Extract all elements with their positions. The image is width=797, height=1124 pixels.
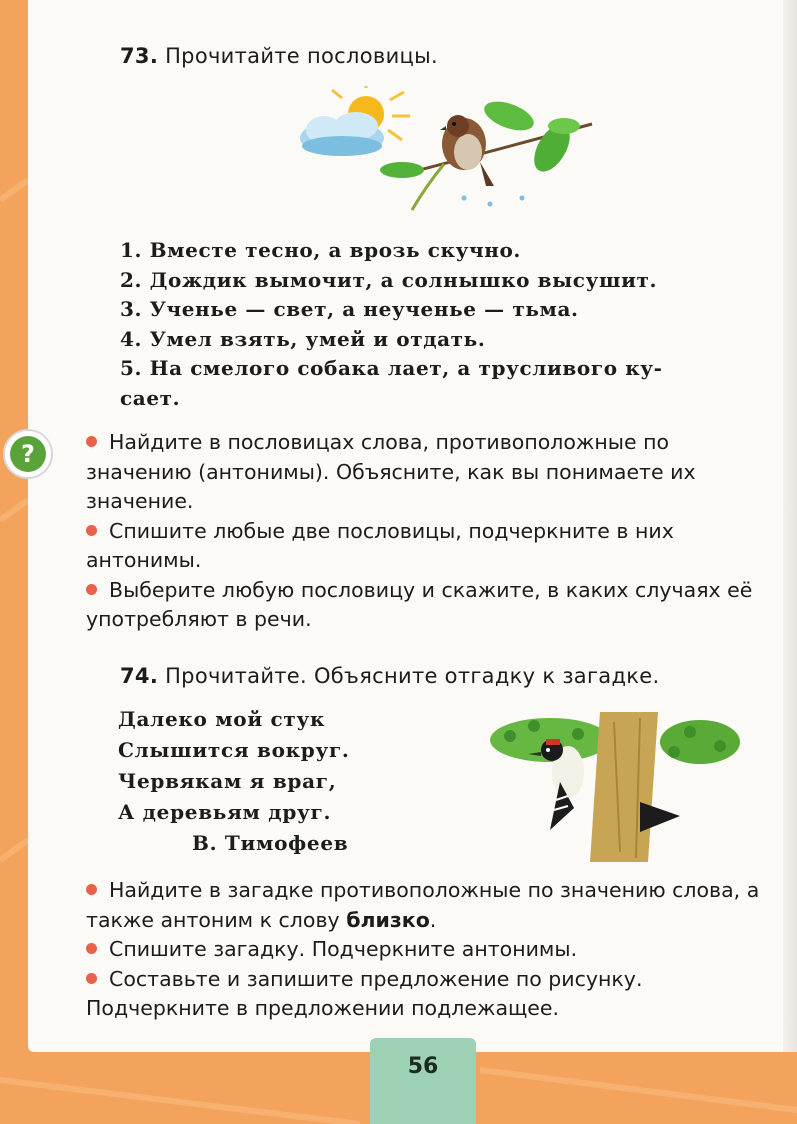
sun-cloud-bird-illustration [294, 86, 604, 216]
task-73-3 [86, 576, 770, 635]
task-74-1 [86, 876, 770, 935]
exercise-73-heading [120, 44, 438, 68]
riddle-line-3: Червякам я враг, [118, 769, 337, 793]
exercise-74-instruction: Прочитайте. Объясните отгадку к загадке. [165, 664, 660, 688]
exercise-74-tasks [86, 876, 770, 1024]
bullet-icon [86, 884, 97, 895]
task-73-1-text: Найдите в пословицах слова, противоположные по значению (антонимы). Объясните, как вы понимаете их значение. [86, 430, 696, 513]
riddle-line-1: Далеко мой стук [118, 707, 326, 731]
riddle-line-4: А деревьям друг. [118, 800, 332, 824]
sparrow-icon [440, 115, 494, 186]
proverb-5-continued: сает. [120, 385, 181, 410]
task-73-2 [86, 517, 770, 576]
proverb-1: 1. Вместе тесно, а врозь скучно. [120, 238, 521, 262]
task-74-1-end: . [429, 907, 437, 932]
bullet-icon [86, 973, 97, 984]
proverb-3: 3. Ученье — свет, а неученье — тьма. [120, 297, 579, 321]
svg-text:?: ? [21, 440, 35, 468]
bullet-icon [86, 584, 97, 595]
branch-with-leaves [380, 96, 592, 210]
proverb-5: 5. На смелого собака лает, а трусливого ку- [120, 356, 663, 380]
page-number-tab [370, 1038, 476, 1124]
bullet-icon [86, 525, 97, 536]
exercise-73-number: 73. [120, 44, 159, 68]
rain-drops [462, 196, 525, 207]
riddle-author: В. Тимофеев [192, 831, 349, 855]
riddle-poem [118, 704, 378, 859]
task-74-1-bold-word: близко [346, 907, 430, 932]
page-edge [783, 0, 797, 1052]
proverb-2: 2. Дождик вымочит, а солнышко высушит. [120, 267, 658, 292]
tree-trunk [590, 712, 658, 862]
cloud-icon [300, 112, 384, 156]
bullet-icon [86, 436, 97, 447]
task-74-3 [86, 965, 770, 1024]
task-74-3-text: Составьте и запишите предложение по рисунку. Подчеркните в предложении подлежащее. [86, 966, 643, 1020]
question-mark-icon [2, 428, 54, 480]
page-number: 56 [407, 1054, 439, 1079]
task-74-2 [86, 935, 770, 965]
proverb-4: 4. Умел взять, умей и отдать. [120, 326, 486, 351]
task-73-1 [86, 428, 770, 517]
task-73-3-text: Выберите любую пословицу и скажите, в каких случаях её употребляют в речи. [86, 577, 753, 631]
task-73-2-text: Спишите любые две пословицы, подчеркните в них антонимы. [86, 518, 674, 572]
woodpecker-illustration [490, 712, 740, 862]
exercise-74-heading [120, 664, 659, 688]
riddle-line-2: Слышится вокруг. [118, 738, 350, 762]
exercise-73-tasks [86, 428, 770, 635]
exercise-73-instruction: Прочитайте пословицы. [165, 44, 438, 68]
task-74-1-text: Найдите в загадке противоположные по значению слова, а также антоним к слову [86, 878, 760, 932]
task-74-2-text: Спишите загадку. Подчеркните антонимы. [109, 937, 578, 961]
bullet-icon [86, 943, 97, 954]
proverbs-list [120, 236, 770, 413]
exercise-74-number: 74. [120, 664, 159, 688]
